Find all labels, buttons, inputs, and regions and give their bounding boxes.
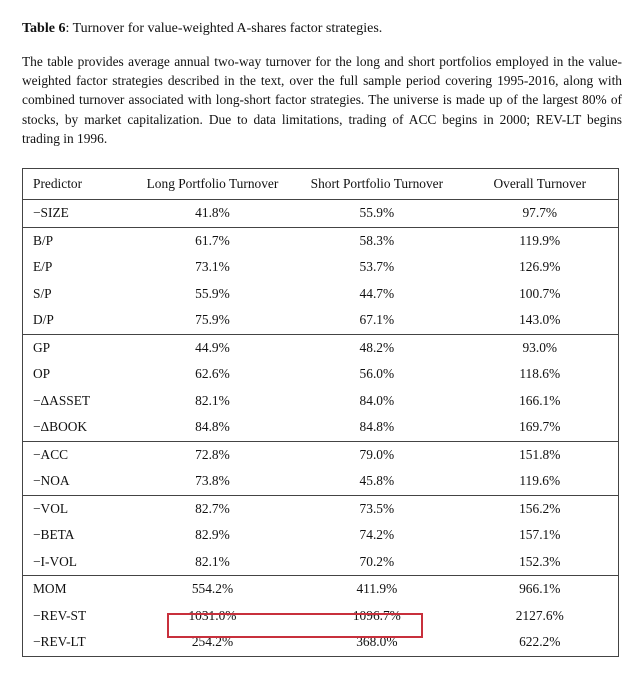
cell-long-turnover: 84.8% <box>195 419 230 435</box>
cell-predictor: GP <box>23 334 133 361</box>
cell-long-turnover: 41.8% <box>195 205 230 221</box>
cell-predictor: −SIZE <box>33 205 69 221</box>
table-row <box>23 227 619 254</box>
cell-predictor: D/P <box>33 312 54 328</box>
cell-short-turnover: 70.2% <box>359 553 395 569</box>
cell-overall-turnover: 119.9% <box>462 227 619 254</box>
cell-long-turnover: 44.9% <box>133 334 292 361</box>
cell-overall-turnover: 156.2% <box>462 495 619 522</box>
cell-short-turnover: 55.9% <box>359 205 395 221</box>
cell-long-turnover: 62.6% <box>195 366 230 382</box>
header-short-turnover: Short Portfolio Turnover <box>310 176 444 191</box>
cell-predictor: −REV-LT <box>33 634 86 650</box>
cell-long-turnover: 73.1% <box>195 259 230 275</box>
cell-long-turnover: 1031.0% <box>188 607 237 623</box>
cell-long-turnover: 254.2% <box>191 634 234 650</box>
cell-short-turnover: 45.8% <box>359 473 395 489</box>
cell-long-turnover: 55.9% <box>195 285 230 301</box>
cell-overall-turnover: 93.0% <box>462 334 619 361</box>
cell-predictor: −ACC <box>23 441 133 468</box>
cell-predictor: −NOA <box>33 473 70 489</box>
cell-long-turnover: 82.7% <box>133 495 292 522</box>
cell-short-turnover: 79.0% <box>292 441 461 468</box>
cell-short-turnover: 84.0% <box>359 392 395 408</box>
cell-short-turnover: 84.8% <box>359 419 395 435</box>
cell-predictor: −BETA <box>33 527 75 543</box>
table-label: Table 6 <box>22 21 66 36</box>
cell-predictor: OP <box>33 366 51 382</box>
cell-overall-turnover: 966.1% <box>462 576 619 603</box>
cell-long-turnover: 82.1% <box>195 392 230 408</box>
cell-overall-turnover: 97.7% <box>522 205 558 221</box>
cell-overall-turnover: 152.3% <box>519 553 561 569</box>
cell-predictor: −ΔASSET <box>33 392 91 408</box>
table-header-row <box>23 169 619 200</box>
cell-short-turnover: 48.2% <box>292 334 461 361</box>
cell-overall-turnover: 166.1% <box>519 392 561 408</box>
cell-predictor: S/P <box>33 285 52 301</box>
cell-overall-turnover: 2127.6% <box>515 607 564 623</box>
table-row <box>23 468 619 495</box>
cell-overall-turnover: 100.7% <box>519 285 561 301</box>
cell-short-turnover: 44.7% <box>359 285 395 301</box>
table-description: The table provides average annual two-way turnover for the long and short portfolios employed in the value-weighted factor strategies described in the text, over the full sample period covering 1995-2016, along with combined turnover associated with long-short factor strategies. The universe is made up of the largest 80% of stocks, by market capitalization. Due to data limitations, trading of ACC begins in 2000; REV-LT begins trading in 1996. <box>22 54 622 146</box>
table-row <box>23 576 619 603</box>
table-row <box>23 414 619 441</box>
cell-short-turnover: 411.9% <box>292 576 461 603</box>
cell-predictor: B/P <box>23 227 133 254</box>
turnover-table <box>22 168 619 657</box>
cell-predictor: E/P <box>33 259 53 275</box>
header-overall-turnover: Overall Turnover <box>493 176 587 191</box>
table-row <box>23 441 619 468</box>
cell-overall-turnover: 622.2% <box>519 634 561 650</box>
cell-short-turnover: 73.5% <box>292 495 461 522</box>
cell-long-turnover: 554.2% <box>133 576 292 603</box>
cell-predictor: −ΔBOOK <box>33 419 88 435</box>
cell-short-turnover: 74.2% <box>359 527 395 543</box>
table-row <box>23 307 619 334</box>
header-long-turnover: Long Portfolio Turnover <box>146 176 279 191</box>
cell-overall-turnover: 157.1% <box>519 527 561 543</box>
table-row <box>23 495 619 522</box>
cell-overall-turnover: 151.8% <box>462 441 619 468</box>
cell-short-turnover: 53.7% <box>359 259 395 275</box>
cell-long-turnover: 72.8% <box>133 441 292 468</box>
cell-short-turnover: 1096.7% <box>352 607 401 623</box>
cell-long-turnover: 82.1% <box>195 553 230 569</box>
cell-predictor: MOM <box>23 576 133 603</box>
cell-short-turnover: 56.0% <box>359 366 395 382</box>
cell-predictor: −VOL <box>23 495 133 522</box>
cell-long-turnover: 75.9% <box>195 312 230 328</box>
table-row <box>23 281 619 308</box>
cell-long-turnover: 82.9% <box>195 527 230 543</box>
table-caption <box>22 20 622 38</box>
cell-overall-turnover: 119.6% <box>519 473 561 489</box>
cell-long-turnover: 73.8% <box>195 473 230 489</box>
table-row <box>23 361 619 388</box>
cell-overall-turnover: 118.6% <box>519 366 561 382</box>
cell-short-turnover: 368.0% <box>356 634 398 650</box>
cell-overall-turnover: 169.7% <box>519 419 561 435</box>
cell-short-turnover: 58.3% <box>292 227 461 254</box>
cell-overall-turnover: 143.0% <box>519 312 561 328</box>
table-row <box>23 629 619 656</box>
cell-predictor: −I-VOL <box>33 553 77 569</box>
table-row <box>23 334 619 361</box>
cell-predictor: −REV-ST <box>33 607 87 623</box>
table-body <box>23 200 619 657</box>
header-predictor: Predictor <box>33 176 83 191</box>
cell-overall-turnover: 126.9% <box>519 259 561 275</box>
table-row <box>23 522 619 549</box>
cell-short-turnover: 67.1% <box>359 312 395 328</box>
table-row <box>23 254 619 281</box>
table-row <box>23 388 619 415</box>
table-row <box>23 603 619 630</box>
table-row <box>23 200 619 228</box>
table-row <box>23 549 619 576</box>
table-title: : Turnover for value-weighted A-shares factor strategies. <box>65 21 383 36</box>
cell-long-turnover: 61.7% <box>133 227 292 254</box>
